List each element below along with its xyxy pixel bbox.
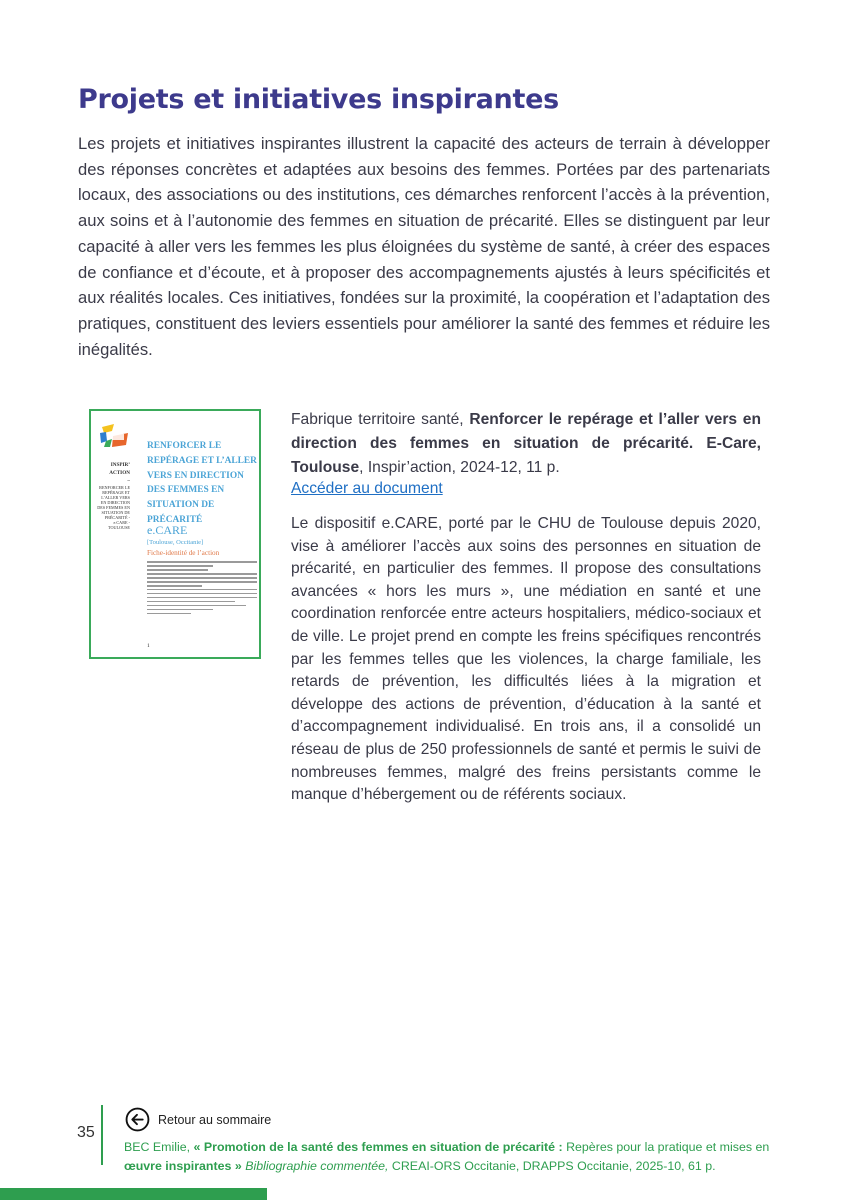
thumbnail-heading: RENFORCER LE REPÉRAGE ET L’ALLER VERS EN DIRECTION DES FEMMES EN SITUATION DE PRÉCARITÉ — [147, 441, 257, 525]
thumbnail-sidebar — [96, 461, 130, 530]
citation-title-end: œuvre inspirantes » — [124, 1159, 242, 1173]
intro-paragraph: Les projets et initiatives inspirantes illustrent la capacité des acteurs de terrain à développer des réponses concrètes et adaptées aux besoins des femmes. Portées par des partenariats locaux, des associations ou des institutions, ces démarches renforcent l’accès à la prévention, aux soins et à l’autonomie des femmes en situation de précarité. Elles se distinguent par leur capacité à aller vers les femmes les plus éloignées du système de santé, à créer des espaces de confiance et d’écoute, et à proposer des accompagnements ajustés à leurs spécificités et aux réalités locales. Ces initiatives, fondées sur la proximité, la coopération et l’adaptation des pratiques, constituent des leviers essentiels pour améliorer la santé des femmes et réduire les inégalités. — [78, 134, 770, 359]
document-thumbnail[interactable] — [89, 409, 261, 659]
thumbnail-body-text — [147, 561, 257, 617]
thumbnail-side-title-2: ACTION — [109, 470, 130, 476]
citation-type: Bibliographie commentée, — [241, 1159, 389, 1173]
thumbnail-location: [Toulouse, Occitanie] — [147, 539, 204, 546]
reference-author: Fabrique territoire santé, — [291, 411, 470, 428]
entry-description: Le dispositif e.CARE, porté par le CHU de Toulouse depuis 2020, vise à améliorer l’accès aux soins des personnes en situation de précarité, en particulier des femmes. Il propose des consultations avancées « hors les murs », une médiation en santé et une coordination renforcée entre acteurs hospitaliers, médico-sociaux et de ville. Le projet prend en compte les freins spécifiques rencontrés par les femmes telles que les violences, la charge familiale, les retards de prévention, les difficultés liées à la migration et développe des actions de prévention, d’éducation à la santé et d’accompagnement individualisé. En trois ans, il a consolidé un réseau de plus de 250 professionnels de santé et permis le suivi de nombreuses femmes, malgré des freins persistants comme le manque d’hébergement ou de référents sociaux. — [291, 515, 761, 804]
citation-subtitle: Repères pour la pratique et mises en — [562, 1140, 770, 1154]
reference-details: , Inspir’action, 2024-12, 11 p. — [359, 459, 560, 476]
thumbnail-side-dash: – — [127, 478, 130, 484]
back-to-summary-label: Retour au sommaire — [158, 1112, 272, 1127]
page-number: 35 — [77, 1124, 95, 1141]
footer-accent-bar — [0, 1188, 267, 1200]
thumbnail-side-text: RENFORCER LE REPÉRAGE ET L’ALLER VERS EN DIRECTION DES FEMMES EN SITUATION DE PRÉCARITÉ - e.CARE - TOULOUSE — [97, 485, 130, 530]
back-to-summary-link[interactable] — [125, 1107, 271, 1132]
arrow-left-circle-icon — [125, 1107, 150, 1132]
fabrique-territoire-sante-logo-icon — [98, 423, 130, 449]
thumbnail-fiche-heading: Fiche-identité de l’action — [147, 549, 220, 557]
citation-author: BEC Emilie, — [124, 1140, 194, 1154]
footer-divider — [101, 1105, 103, 1165]
thumbnail-name — [147, 523, 187, 538]
reference-title: Renforcer le repérage et l’aller vers en direction des femmes en situation de précarité. E-Care, Toulouse — [291, 411, 761, 476]
citation-title: « Promotion de la santé des femmes en situation de précarité : — [193, 1140, 563, 1154]
thumbnail-page-number: 1 — [147, 643, 150, 649]
footer-citation — [124, 1138, 774, 1176]
page-title: Projets et initiatives inspirantes — [78, 84, 559, 115]
thumbnail-side-title: INSPIR’ — [110, 462, 130, 468]
citation-rest: CREAI-ORS Occitanie, DRAPPS Occitanie, 2025-10, 61 p. — [388, 1159, 716, 1173]
reference-citation — [291, 408, 761, 480]
access-document-link[interactable]: Accéder au document — [291, 480, 443, 497]
thumbnail-name-text: e.CARE — [147, 523, 188, 537]
